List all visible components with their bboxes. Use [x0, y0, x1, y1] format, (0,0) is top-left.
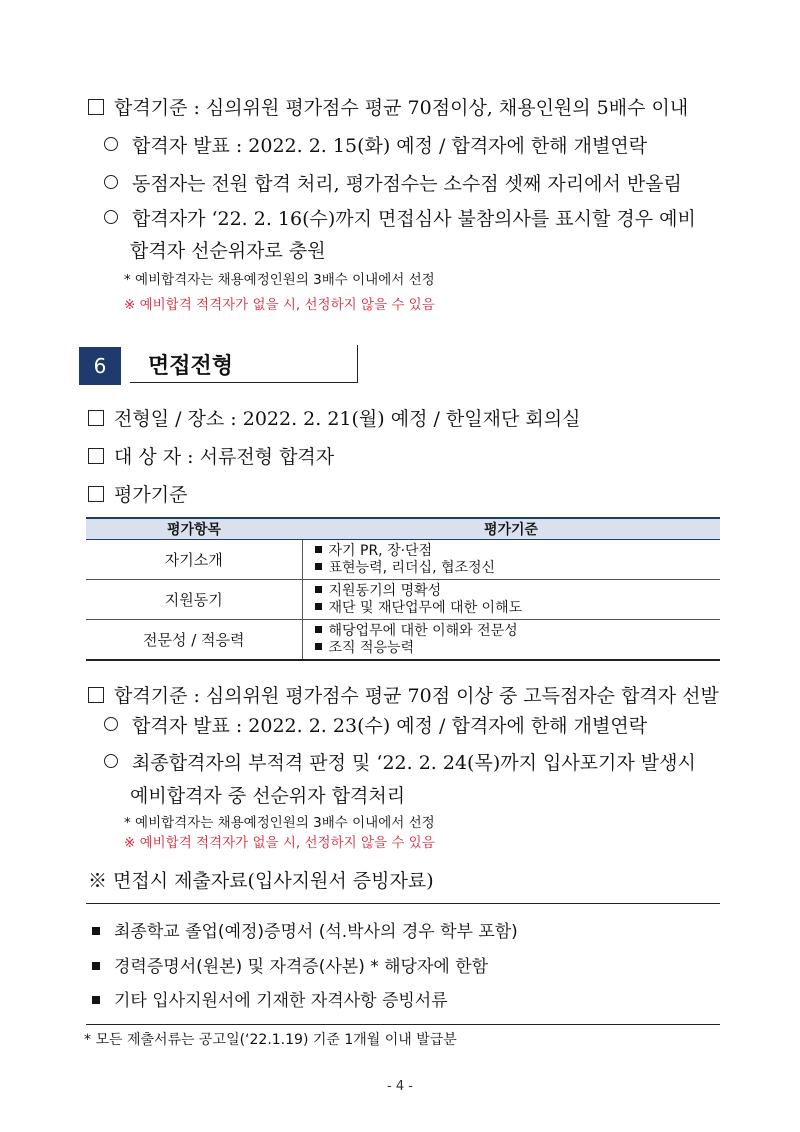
- target-line: [88, 442, 334, 469]
- criteria-text: 재단 및 재단업무에 대한 이해도: [328, 599, 523, 616]
- bullet-text: 최종합격자의 부적격 판정 및 ‘22. 2. 24(목)까지 입사포기자 발생시: [132, 752, 696, 774]
- criteria-text: 해당업무에 대한 이해와 전문성: [328, 622, 518, 639]
- bullet-continuation: 합격자 선순위자로 충원: [130, 240, 326, 262]
- document-text: 기타 입사지원서에 기재한 자격사항 증빙서류: [114, 991, 448, 1011]
- pass-criteria-line: [88, 681, 719, 708]
- bullet-continuation: 예비합격자 중 선순위자 합격처리: [130, 785, 406, 807]
- square-bullet-icon: [92, 996, 100, 1004]
- circle-bullet-icon: [104, 717, 118, 731]
- square-bullet-icon: [92, 927, 100, 935]
- list-item: [104, 748, 696, 775]
- criteria-text: 조직 적응능력: [328, 639, 415, 656]
- evaluation-item: 전문성 / 적응력: [86, 620, 302, 661]
- bullet-text: 합격자 발표 : 2022. 2. 23(수) 예정 / 합격자에 한해 개별연락: [132, 715, 648, 737]
- list-item: [92, 986, 448, 1011]
- list-item: [104, 169, 682, 196]
- square-bullet-icon: [315, 603, 322, 610]
- table-header: 평가항목: [86, 518, 302, 540]
- bullet-text: 합격자가 ‘22. 2. 16(수)까지 면접심사 불참의사를 표시할 경우 예비: [132, 208, 696, 230]
- criteria-text: 표현능력, 리더십, 협조정신: [328, 559, 496, 576]
- table-row: [86, 620, 720, 661]
- circle-bullet-icon: [104, 137, 118, 151]
- square-bullet-icon: [92, 962, 100, 970]
- list-item: [104, 711, 647, 738]
- list-item: [104, 131, 647, 158]
- table-row: [86, 580, 720, 620]
- section-number: 6: [79, 347, 121, 385]
- list-item: [104, 204, 696, 231]
- checkbox-square-icon: [88, 486, 104, 502]
- square-bullet-icon: [315, 586, 322, 593]
- reserve-note: * 예비합격자는 채용예정인원의 3배수 이내에서 선정: [124, 272, 435, 288]
- checkbox-square-icon: [88, 448, 104, 464]
- circle-bullet-icon: [104, 175, 118, 189]
- pass-criteria-text: 합격기준 : 심의위원 평가점수 평균 70점이상, 채용인원의 5배수 이내: [114, 97, 689, 119]
- table-row: [86, 540, 720, 580]
- circle-bullet-icon: [104, 754, 118, 768]
- table-header: 평가기준: [302, 518, 720, 540]
- checkbox-square-icon: [88, 99, 104, 115]
- document-text: 최종학교 졸업(예정)증명서 (석.박사의 경우 학부 포함): [114, 922, 518, 942]
- bullet-text: 동점자는 전원 합격 처리, 평가점수는 소수점 셋째 자리에서 반올림: [132, 173, 682, 195]
- reserve-note: * 예비합격자는 채용예정인원의 3배수 이내에서 선정: [124, 815, 435, 831]
- square-bullet-icon: [315, 546, 322, 553]
- circle-bullet-icon: [104, 210, 118, 224]
- date-place-text: 전형일 / 장소 : 2022. 2. 21(월) 예정 / 한일재단 회의실: [114, 408, 581, 430]
- bullet-text: 합격자 발표 : 2022. 2. 15(화) 예정 / 합격자에 한해 개별연락: [132, 135, 648, 157]
- square-bullet-icon: [315, 563, 322, 570]
- documents-footnote: * 모든 제출서류는 공고일(‘22.1.19) 기준 1개월 이내 발급분: [84, 1032, 457, 1048]
- list-item: [92, 917, 518, 942]
- evaluation-item: 지원동기: [86, 580, 302, 620]
- document-text: 경력증명서(원본) 및 자격증(사본) * 해당자에 한함: [114, 957, 489, 977]
- target-text: 대 상 자 : 서류전형 합격자: [114, 446, 335, 468]
- date-place-line: [88, 404, 580, 431]
- square-bullet-icon: [315, 643, 322, 650]
- reserve-warning: ※ 예비합격 적격자가 없을 시, 선정하지 않을 수 있음: [124, 835, 435, 851]
- pass-criteria-text: 합격기준 : 심의위원 평가점수 평균 70점 이상 중 고득점자순 합격자 선발: [114, 685, 719, 707]
- criteria-text: 자기 PR, 장·단점: [328, 542, 433, 559]
- criteria-text: 지원동기의 명확성: [328, 582, 442, 599]
- pass-criteria-line: [88, 93, 688, 120]
- reserve-warning: ※ 예비합격 적격자가 없을 시, 선정하지 않을 수 있음: [124, 297, 435, 313]
- list-item: [92, 952, 488, 977]
- criteria-heading-text: 평가기준: [114, 484, 188, 506]
- square-bullet-icon: [315, 626, 322, 633]
- documents-heading: ※ 면접시 제출자료(입사지원서 증빙자료): [88, 870, 434, 892]
- checkbox-square-icon: [88, 410, 104, 426]
- evaluation-table: [86, 517, 720, 661]
- checkbox-square-icon: [88, 687, 104, 703]
- evaluation-item: 자기소개: [86, 540, 302, 580]
- criteria-heading-line: [88, 480, 187, 507]
- section-title: 면접전형: [130, 345, 358, 383]
- page-number: - 4 -: [387, 1079, 413, 1094]
